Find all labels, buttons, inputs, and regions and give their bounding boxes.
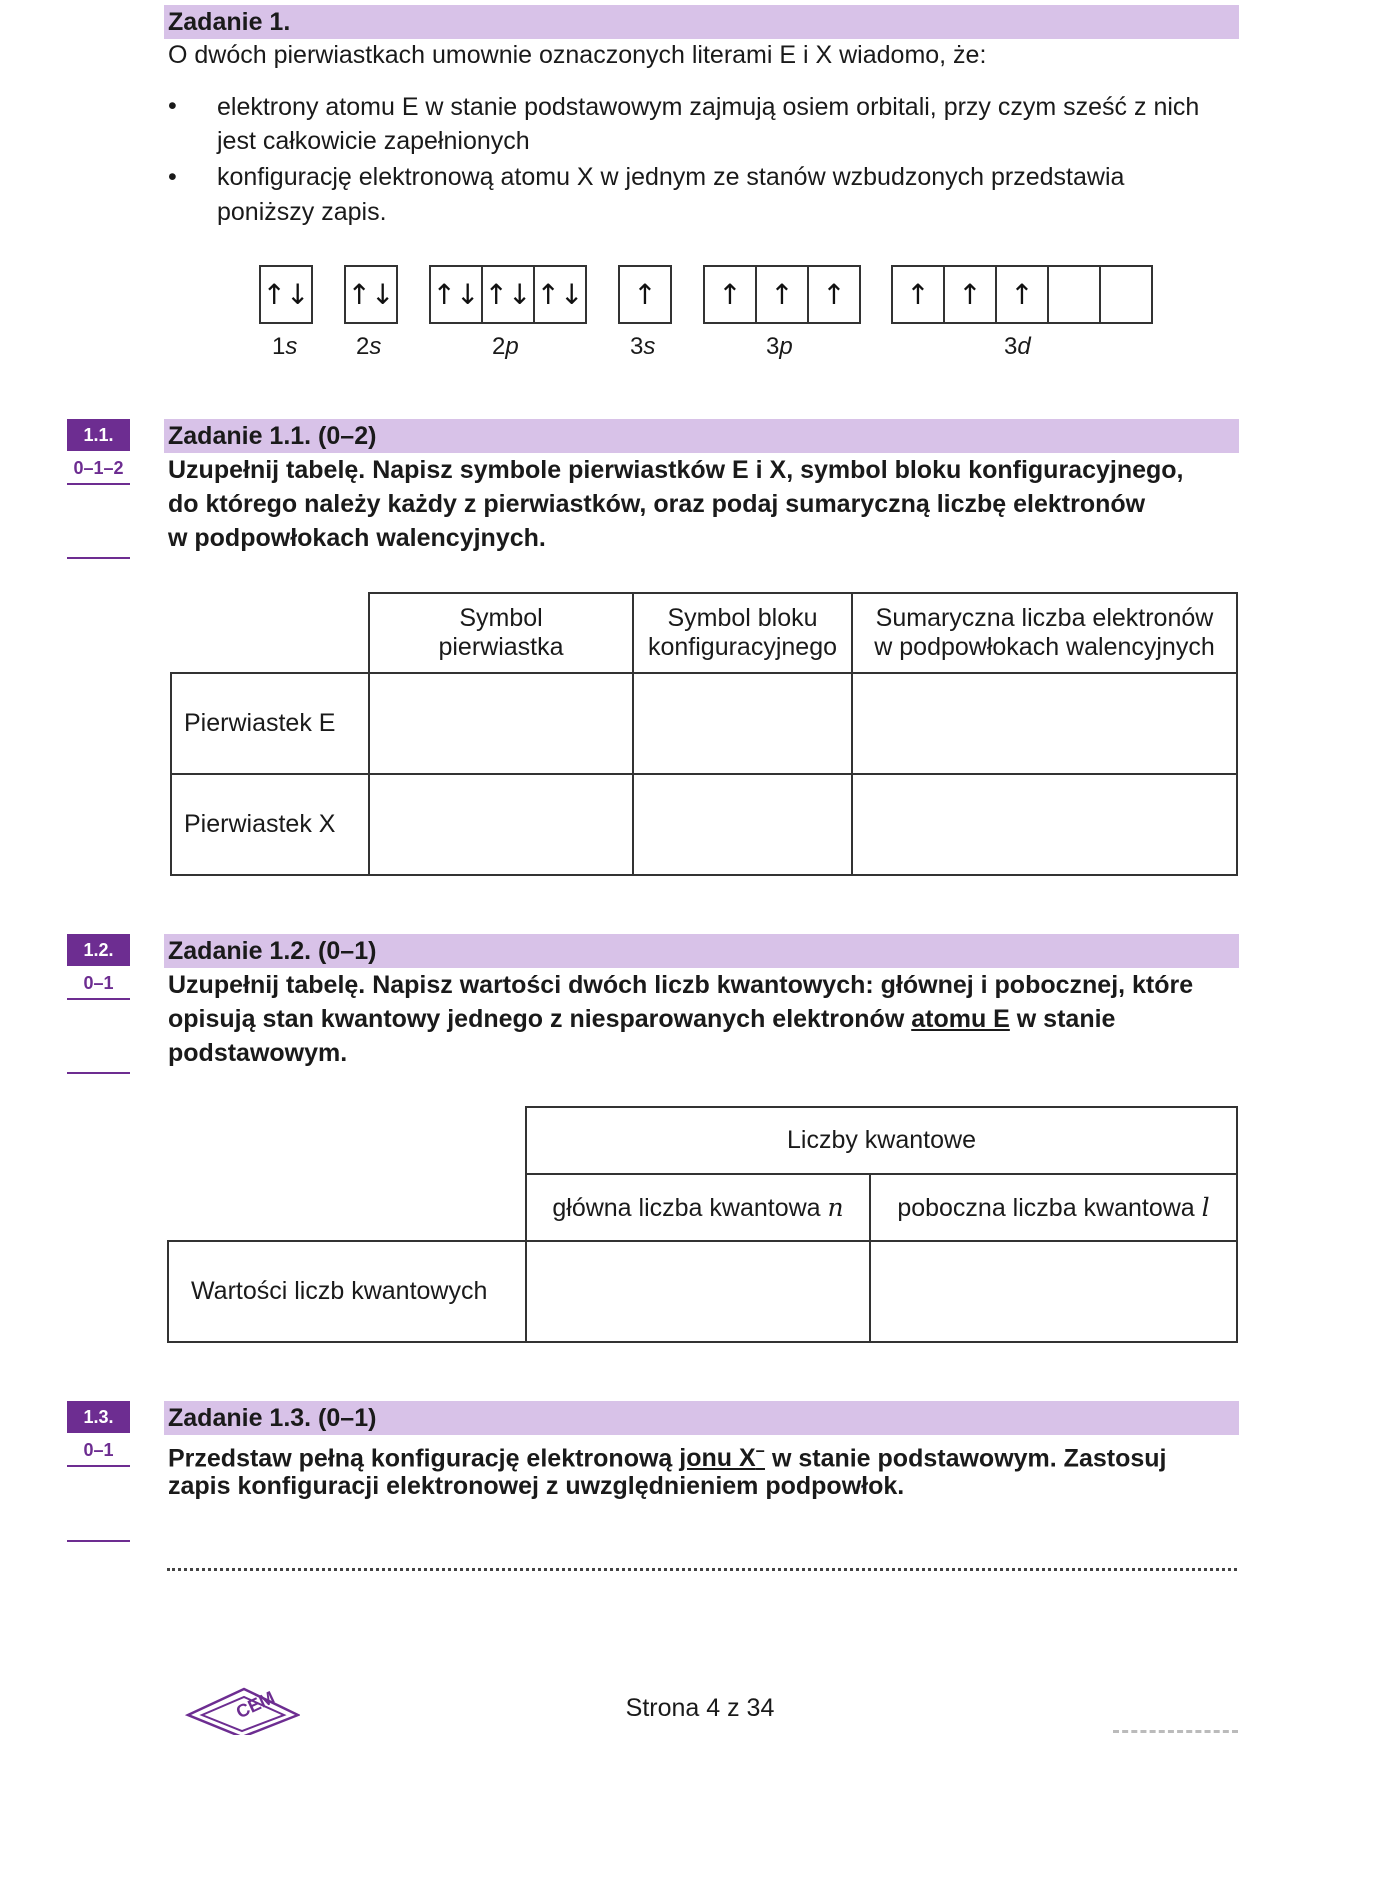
task-header: Zadanie 1. (168, 8, 291, 36)
orbital-box-3p (703, 265, 861, 324)
answer-cell[interactable] (633, 673, 852, 774)
score-entry-line (67, 557, 130, 559)
column-header-symbol (369, 593, 633, 673)
orbital-box-2p (429, 265, 587, 324)
answer-cell[interactable] (369, 774, 633, 875)
task-header-bar (164, 5, 1239, 39)
subshell-label-3p: 3p (766, 333, 793, 360)
logo-text: CEM (232, 1687, 278, 1723)
orbital-box-2s (344, 265, 398, 324)
column-header-line: konfiguracyjnego (647, 633, 837, 661)
orbital-cell: ↑ (943, 267, 995, 322)
orbital-cell: ↑ (891, 267, 943, 322)
row-header-values: Wartości liczb kwantowych (168, 1241, 526, 1342)
answer-cell[interactable] (526, 1241, 870, 1342)
table-corner (168, 1174, 526, 1241)
answer-table-1-2 (167, 1106, 1238, 1343)
column-header-block (633, 593, 852, 673)
subshell-label-3d: 3d (1004, 333, 1031, 360)
column-header-electrons (852, 593, 1237, 673)
symbol-n: n (827, 1192, 844, 1222)
score-points-box: 0–1 (67, 1435, 130, 1467)
orbital-box-3d (891, 265, 1153, 324)
subshell-label-2p: 2p (492, 333, 519, 360)
orbital-cell (1099, 267, 1153, 322)
group-header-quantum-numbers: Liczby kwantowe (526, 1107, 1237, 1174)
table-corner (168, 1107, 526, 1174)
orbital-cell: ↑ (755, 267, 807, 322)
answer-cell[interactable] (369, 673, 633, 774)
column-header-line: Symbol bloku (667, 604, 818, 632)
orbital-box-3s (618, 265, 672, 324)
task-1-3-instruction-line2: zapis konfiguracji elektronowej z uwzględnieniem podpowłok. (168, 1472, 905, 1500)
column-header-line: pierwiastka (438, 633, 564, 661)
answer-dotted-line[interactable] (167, 1568, 1237, 1571)
task-1-1-instruction-line3: w podpowłokach walencyjnych. (168, 524, 546, 552)
answer-cell[interactable] (870, 1241, 1237, 1342)
answer-table-1-1 (170, 592, 1238, 876)
row-header-element-x: Pierwiastek X (171, 774, 369, 875)
task-1-1-instruction-line2: do którego należy każdy z pierwiastków, oraz podaj sumaryczną liczbę elektronów (168, 490, 1146, 518)
task-1-2-instruction-line3: podstawowym. (168, 1039, 348, 1067)
bullet-1-line2: jest całkowicie zapełnionych (217, 127, 530, 155)
orbital-cell: ↑↓ (429, 267, 481, 322)
column-header-azimuthal: poboczna liczba kwantowa l (870, 1174, 1237, 1241)
table-corner (171, 593, 369, 673)
orbital-box-1s (259, 265, 313, 324)
bullet-1-line1: elektrony atomu E w stanie podstawowym zajmują osiem orbitali, przy czym sześć z nich (217, 93, 1200, 121)
task-1-3-header: Zadanie 1.3. (0–1) (168, 1404, 377, 1432)
orbital-cell: ↑↓ (481, 267, 533, 322)
orbital-cell: ↑ (703, 267, 755, 322)
task-1-2-instruction-line2: opisują stan kwantowy jednego z niesparowanych elektronów atomu E w stanie (168, 1005, 1116, 1033)
footer-code-line (1113, 1730, 1238, 1733)
score-points-box: 0–1 (67, 968, 130, 1000)
task-1-2-header: Zadanie 1.2. (0–1) (168, 937, 377, 965)
task-1-2-instruction-line1: Uzupełnij tabelę. Napisz wartości dwóch liczb kwantowych: głównej i pobocznej, które (168, 971, 1194, 999)
task-1-3-instruction-line1: Przedstaw pełną konfigurację elektronową jonu X− w stanie podstawowym. Zastosuj (168, 1444, 1167, 1473)
bullet-icon: • (168, 92, 177, 120)
orbital-cell: ↑↓ (259, 267, 313, 322)
column-header-line: w podpowłokach walencyjnych (874, 633, 1215, 661)
bullet-2-line1: konfigurację elektronową atomu X w jednym ze stanów wzbudzonych przedstawia (217, 163, 1125, 191)
score-number-badge: 1.1. (67, 419, 130, 451)
row-header-element-e: Pierwiastek E (171, 673, 369, 774)
task-1-1-header: Zadanie 1.1. (0–2) (168, 422, 377, 450)
score-number-badge: 1.3. (67, 1401, 130, 1433)
task-1-1-instruction-line1: Uzupełnij tabelę. Napisz symbole pierwiastków E i X, symbol bloku konfiguracyjnego, (168, 456, 1184, 484)
answer-cell[interactable] (852, 673, 1237, 774)
subshell-label-3s: 3s (630, 333, 656, 360)
page-number: Strona 4 z 34 (625, 1694, 775, 1722)
subshell-label-2s: 2s (356, 333, 382, 360)
orbital-cell: ↑ (618, 267, 672, 322)
bullet-icon: • (168, 163, 177, 191)
score-points-box: 0–1–2 (67, 453, 130, 485)
bullet-2-line2: poniższy zapis. (217, 198, 387, 226)
answer-cell[interactable] (852, 774, 1237, 875)
task-intro: O dwóch pierwiastkach umownie oznaczonych literami E i X wiadomo, że: (168, 41, 987, 69)
symbol-l: l (1201, 1192, 1210, 1222)
orbital-cell (1047, 267, 1099, 322)
score-number-badge: 1.2. (67, 934, 130, 966)
score-entry-line (67, 1072, 130, 1074)
orbital-cell: ↑ (995, 267, 1047, 322)
score-entry-line (67, 1540, 130, 1542)
subshell-label-1s: 1s (272, 333, 298, 360)
column-header-line: Sumaryczna liczba elektronów (875, 604, 1214, 632)
orbital-cell: ↑ (807, 267, 861, 322)
column-header-line: Symbol (459, 604, 543, 632)
answer-cell[interactable] (633, 774, 852, 875)
column-header-principal: główna liczba kwantowa n (526, 1174, 870, 1241)
orbital-cell: ↑↓ (344, 267, 398, 322)
orbital-cell: ↑↓ (533, 267, 587, 322)
